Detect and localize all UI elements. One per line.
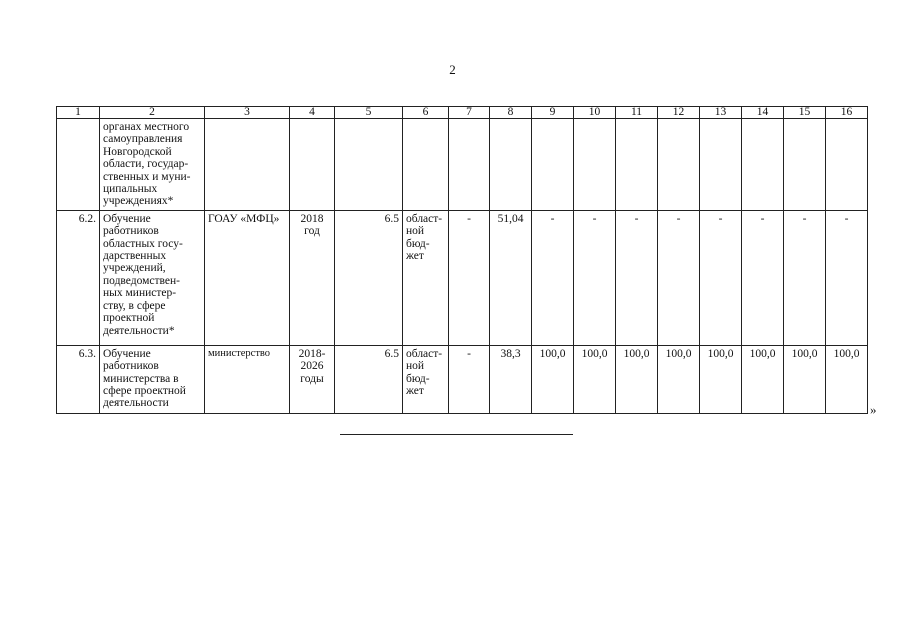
footer-rule (340, 434, 573, 435)
table-header-row (57, 107, 868, 119)
funding-value: - (658, 210, 700, 345)
funding-value: 100,0 (574, 345, 616, 413)
page-number: 2 (449, 62, 456, 77)
funding-value (742, 119, 784, 211)
column-number: 9 (532, 107, 574, 119)
funding-value (490, 119, 532, 211)
column-number: 2 (100, 107, 205, 119)
column-number: 15 (784, 107, 826, 119)
funding-value: 100,0 (826, 345, 868, 413)
table-row (57, 119, 868, 211)
column-number: 12 (658, 107, 700, 119)
column-number: 1 (57, 107, 100, 119)
funding-value: 100,0 (658, 345, 700, 413)
funding-value: 38,3 (490, 345, 532, 413)
funding-source (403, 119, 449, 211)
column-number: 10 (574, 107, 616, 119)
period (290, 119, 335, 211)
funding-value: 100,0 (700, 345, 742, 413)
funding-value (784, 119, 826, 211)
funding-source: област- ной бюд- жет (403, 345, 449, 413)
funding-value (658, 119, 700, 211)
funding-value (616, 119, 658, 211)
funding-value: 100,0 (784, 345, 826, 413)
funding-value (532, 119, 574, 211)
funding-source: област- ной бюд- жет (403, 210, 449, 345)
target-indicator: 6.5 (335, 345, 403, 413)
column-number: 5 (335, 107, 403, 119)
funding-value: 51,04 (490, 210, 532, 345)
executor: министерство (205, 345, 290, 413)
measure-description: органах местного самоуправления Новгородской области, государ- ственных и муни- ципальных учреждениях* (100, 119, 205, 211)
column-number: 14 (742, 107, 784, 119)
item-number: 6.3. (57, 345, 100, 413)
funding-value (449, 119, 490, 211)
funding-value: - (826, 210, 868, 345)
funding-value (826, 119, 868, 211)
funding-value: - (700, 210, 742, 345)
funding-value: - (532, 210, 574, 345)
funding-value: - (449, 345, 490, 413)
column-number: 11 (616, 107, 658, 119)
table-row (57, 210, 868, 345)
program-table (56, 106, 868, 414)
executor (205, 119, 290, 211)
column-number: 4 (290, 107, 335, 119)
target-indicator (335, 119, 403, 211)
column-number: 13 (700, 107, 742, 119)
funding-value: - (742, 210, 784, 345)
column-number: 16 (826, 107, 868, 119)
funding-value (700, 119, 742, 211)
funding-value: - (784, 210, 826, 345)
funding-value: 100,0 (616, 345, 658, 413)
funding-value: 100,0 (742, 345, 784, 413)
item-number: 6.2. (57, 210, 100, 345)
funding-value (574, 119, 616, 211)
item-number (57, 119, 100, 211)
funding-value: - (616, 210, 658, 345)
column-number: 7 (449, 107, 490, 119)
executor: ГОАУ «МФЦ» (205, 210, 290, 345)
measure-description: Обучение работников областных госу- дарственных учреждений, подведомствен- ных министер- ству, в сфере проектной деятельности* (100, 210, 205, 345)
closing-quote: » (870, 402, 877, 417)
funding-value: - (574, 210, 616, 345)
target-indicator: 6.5 (335, 210, 403, 345)
column-number: 3 (205, 107, 290, 119)
measure-description: Обучение работников министерства в сфере проектной деятельности (100, 345, 205, 413)
column-number: 6 (403, 107, 449, 119)
column-number: 8 (490, 107, 532, 119)
period: 2018- 2026 годы (290, 345, 335, 413)
funding-value: 100,0 (532, 345, 574, 413)
table-row (57, 345, 868, 413)
funding-value: - (449, 210, 490, 345)
period: 2018 год (290, 210, 335, 345)
